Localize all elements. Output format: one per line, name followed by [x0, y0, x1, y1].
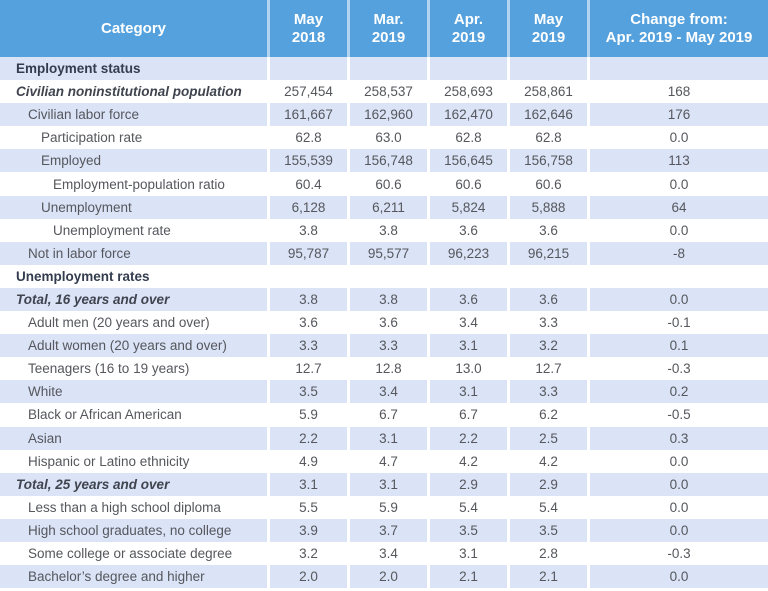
- table-row: [0, 565, 768, 588]
- column-header-change: [587, 0, 768, 57]
- row-label: Employment-population ratio: [53, 176, 225, 192]
- value-cell: 3.2: [267, 542, 347, 565]
- value-cell: 3.6: [507, 219, 587, 242]
- row-label: Adult men (20 years and over): [28, 315, 210, 331]
- value-cell: -0.3: [587, 542, 768, 565]
- value-cell: -0.5: [587, 403, 768, 426]
- column-header-line: 2018: [291, 28, 326, 46]
- value-cell: 6.7: [427, 403, 507, 426]
- table-row: [0, 450, 768, 473]
- value-cell: [267, 57, 347, 80]
- value-cell: 3.6: [267, 311, 347, 334]
- value-cell: 3.3: [507, 380, 587, 403]
- value-cell: 6.7: [347, 403, 427, 426]
- value-cell: 4.9: [267, 450, 347, 473]
- value-cell: 161,667: [267, 103, 347, 126]
- row-label: Not in labor force: [28, 245, 131, 261]
- table-row: [0, 57, 768, 80]
- value-cell: 63.0: [347, 126, 427, 149]
- value-cell: 3.5: [427, 519, 507, 542]
- row-label: Less than a high school diploma: [28, 499, 221, 515]
- value-cell: 3.9: [267, 519, 347, 542]
- value-cell: -8: [587, 242, 768, 265]
- value-cell: 3.1: [267, 473, 347, 496]
- value-cell: 0.0: [587, 473, 768, 496]
- value-cell: 3.6: [427, 288, 507, 311]
- column-header-line: May: [293, 10, 324, 28]
- value-cell: 258,693: [427, 80, 507, 103]
- value-cell: 176: [587, 103, 768, 126]
- value-cell: 2.5: [507, 427, 587, 450]
- row-label: Unemployment rate: [53, 222, 171, 238]
- value-cell: 62.8: [267, 126, 347, 149]
- value-cell: [347, 57, 427, 80]
- table-row: [0, 196, 768, 219]
- value-cell: 2.0: [267, 565, 347, 588]
- value-cell: 0.1: [587, 334, 768, 357]
- table-row: [0, 380, 768, 403]
- value-cell: 3.6: [347, 311, 427, 334]
- value-cell: [427, 57, 507, 80]
- value-cell: 2.1: [427, 565, 507, 588]
- table-row: [0, 219, 768, 242]
- row-label: Total, 16 years and over: [16, 291, 170, 307]
- column-header-line: Mar.: [373, 10, 404, 28]
- value-cell: 3.1: [427, 334, 507, 357]
- value-cell: 4.7: [347, 450, 427, 473]
- value-cell: 3.8: [347, 219, 427, 242]
- value-cell: [507, 57, 587, 80]
- table-row: [0, 242, 768, 265]
- table-row: [0, 357, 768, 380]
- row-label: Some college or associate degree: [28, 546, 233, 562]
- table-row: [0, 126, 768, 149]
- value-cell: [587, 265, 768, 288]
- value-cell: 2.8: [507, 542, 587, 565]
- table-row: [0, 288, 768, 311]
- table-row: [0, 519, 768, 542]
- value-cell: 3.8: [267, 219, 347, 242]
- value-cell: 62.8: [427, 126, 507, 149]
- value-cell: 3.4: [427, 311, 507, 334]
- table-row: [0, 403, 768, 426]
- value-cell: 62.8: [507, 126, 587, 149]
- value-cell: 3.8: [347, 288, 427, 311]
- value-cell: 5.5: [267, 496, 347, 519]
- row-label: Civilian labor force: [28, 107, 140, 123]
- value-cell: 12.7: [507, 357, 587, 380]
- value-cell: 3.1: [347, 473, 427, 496]
- column-header-line: May: [533, 10, 564, 28]
- row-label: Black or African American: [28, 407, 182, 423]
- row-label: Bachelor’s degree and higher: [28, 569, 205, 585]
- value-cell: 5.4: [507, 496, 587, 519]
- table-body: [0, 57, 768, 591]
- row-label: Teenagers (16 to 19 years): [28, 361, 190, 377]
- value-cell: 95,577: [347, 242, 427, 265]
- value-cell: 3.6: [507, 288, 587, 311]
- value-cell: [267, 265, 347, 288]
- value-cell: 0.0: [587, 565, 768, 588]
- row-label: Employment status: [16, 61, 141, 77]
- value-cell: 3.8: [267, 288, 347, 311]
- value-cell: 155,539: [267, 149, 347, 172]
- value-cell: 5.4: [427, 496, 507, 519]
- value-cell: 258,537: [347, 80, 427, 103]
- row-label: Adult women (20 years and over): [28, 338, 227, 354]
- row-label: Total, 25 years and over: [16, 476, 170, 492]
- value-cell: 60.6: [427, 172, 507, 195]
- row-label: Participation rate: [41, 130, 143, 146]
- column-header-may-2019: [507, 0, 587, 57]
- row-label: Unemployment rates: [16, 268, 150, 284]
- value-cell: 3.5: [267, 380, 347, 403]
- value-cell: 5,824: [427, 196, 507, 219]
- value-cell: 3.1: [427, 380, 507, 403]
- table-row: [0, 496, 768, 519]
- value-cell: 12.7: [267, 357, 347, 380]
- table-row: [0, 149, 768, 172]
- value-cell: 12.8: [347, 357, 427, 380]
- table-row: [0, 265, 768, 288]
- value-cell: 257,454: [267, 80, 347, 103]
- value-cell: 156,758: [507, 149, 587, 172]
- value-cell: 60.6: [347, 172, 427, 195]
- row-label: Civilian noninstitutional population: [16, 84, 242, 100]
- value-cell: 2.9: [507, 473, 587, 496]
- value-cell: 13.0: [427, 357, 507, 380]
- value-cell: 3.2: [507, 334, 587, 357]
- column-header-line: 2019: [371, 28, 406, 46]
- value-cell: 4.2: [427, 450, 507, 473]
- value-cell: 0.2: [587, 380, 768, 403]
- table-row: [0, 103, 768, 126]
- value-cell: 95,787: [267, 242, 347, 265]
- column-header-may-2018: [267, 0, 347, 57]
- value-cell: 6.2: [507, 403, 587, 426]
- column-header-apr-2019: [427, 0, 507, 57]
- value-cell: 2.2: [267, 427, 347, 450]
- row-label: Hispanic or Latino ethnicity: [28, 453, 190, 469]
- value-cell: 162,646: [507, 103, 587, 126]
- value-cell: 60.4: [267, 172, 347, 195]
- value-cell: 3.7: [347, 519, 427, 542]
- value-cell: 162,960: [347, 103, 427, 126]
- value-cell: 3.4: [347, 380, 427, 403]
- column-header-line: Apr.: [453, 10, 484, 28]
- column-header-line: Change from:: [630, 10, 728, 28]
- value-cell: [427, 265, 507, 288]
- value-cell: 168: [587, 80, 768, 103]
- value-cell: 0.0: [587, 126, 768, 149]
- value-cell: 5,888: [507, 196, 587, 219]
- row-label: Unemployment: [41, 199, 132, 215]
- value-cell: 3.5: [507, 519, 587, 542]
- table-header-row: [0, 0, 768, 57]
- value-cell: 2.2: [427, 427, 507, 450]
- value-cell: 2.0: [347, 565, 427, 588]
- value-cell: 6,211: [347, 196, 427, 219]
- column-header-line: Category: [100, 19, 167, 37]
- table-row: [0, 311, 768, 334]
- row-label: Asian: [28, 430, 62, 446]
- row-label: Employed: [41, 153, 102, 169]
- value-cell: 0.0: [587, 219, 768, 242]
- value-cell: [347, 265, 427, 288]
- value-cell: 96,215: [507, 242, 587, 265]
- value-cell: 5.9: [347, 496, 427, 519]
- column-header-line: 2019: [531, 28, 566, 46]
- value-cell: 96,223: [427, 242, 507, 265]
- value-cell: 3.3: [507, 311, 587, 334]
- value-cell: 0.3: [587, 427, 768, 450]
- value-cell: 3.1: [427, 542, 507, 565]
- value-cell: 3.4: [347, 542, 427, 565]
- table-row: [0, 427, 768, 450]
- value-cell: 60.6: [507, 172, 587, 195]
- value-cell: 2.9: [427, 473, 507, 496]
- value-cell: 156,645: [427, 149, 507, 172]
- table-row: [0, 473, 768, 496]
- value-cell: 258,861: [507, 80, 587, 103]
- row-label: White: [28, 384, 63, 400]
- column-header-line: 2019: [451, 28, 486, 46]
- value-cell: 6,128: [267, 196, 347, 219]
- table-row: [0, 80, 768, 103]
- row-label: High school graduates, no college: [28, 522, 232, 538]
- value-cell: -0.1: [587, 311, 768, 334]
- value-cell: 113: [587, 149, 768, 172]
- value-cell: 5.9: [267, 403, 347, 426]
- value-cell: 3.3: [347, 334, 427, 357]
- value-cell: [507, 265, 587, 288]
- value-cell: 3.1: [347, 427, 427, 450]
- value-cell: 3.3: [267, 334, 347, 357]
- value-cell: 0.0: [587, 519, 768, 542]
- value-cell: 0.0: [587, 496, 768, 519]
- column-header-category: [0, 0, 267, 57]
- value-cell: 162,470: [427, 103, 507, 126]
- table-row: [0, 172, 768, 195]
- value-cell: 0.0: [587, 450, 768, 473]
- value-cell: 2.1: [507, 565, 587, 588]
- value-cell: 3.6: [427, 219, 507, 242]
- column-header-mar-2019: [347, 0, 427, 57]
- value-cell: 4.2: [507, 450, 587, 473]
- value-cell: 156,748: [347, 149, 427, 172]
- value-cell: 0.0: [587, 172, 768, 195]
- column-header-line: Apr. 2019 - May 2019: [605, 28, 753, 46]
- table-row: [0, 542, 768, 565]
- table-row: [0, 334, 768, 357]
- value-cell: -0.3: [587, 357, 768, 380]
- value-cell: 64: [587, 196, 768, 219]
- value-cell: 0.0: [587, 288, 768, 311]
- value-cell: [587, 57, 768, 80]
